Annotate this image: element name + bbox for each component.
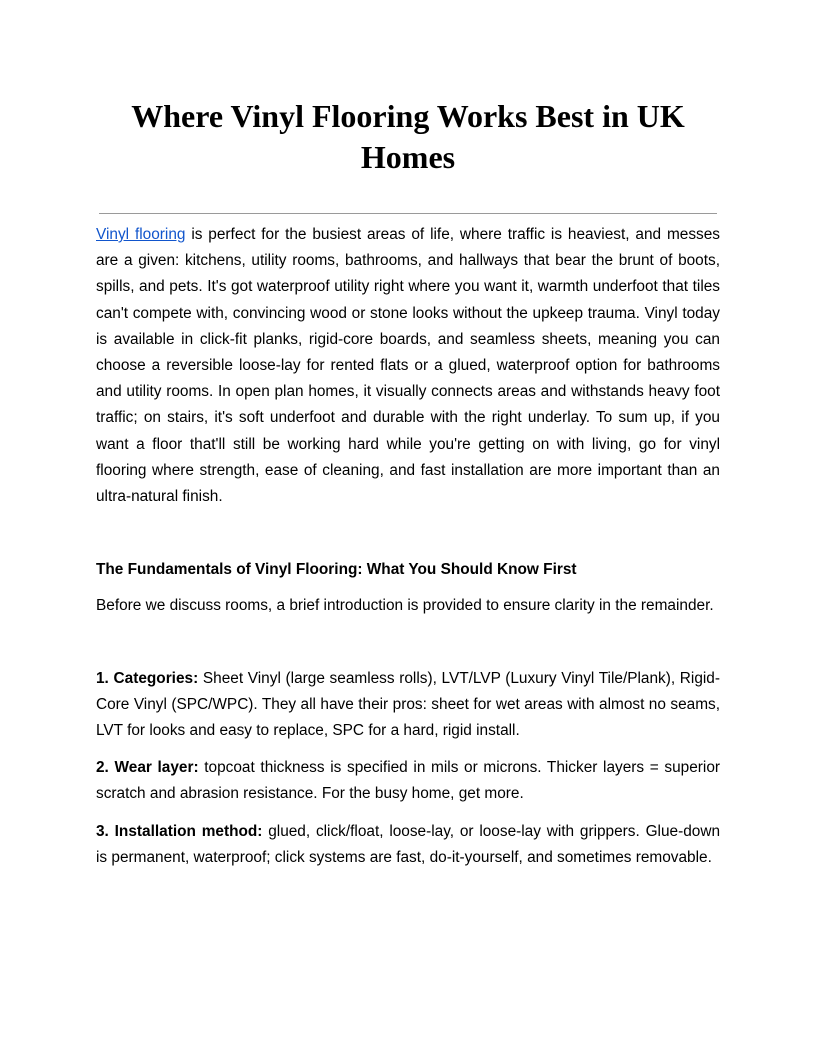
list-item-text: glued, click/float, loose-lay, or loose-lay with grippers. Glue-down is permanent, waterproof; click systems are fast, do-it-yourself, and sometimes removable. xyxy=(96,822,721,866)
list-item-number: 1. xyxy=(96,669,109,687)
list-item-number: 2. xyxy=(96,759,109,777)
list-item-label: Wear layer: xyxy=(114,759,199,777)
list-item-installation-method xyxy=(96,819,720,871)
list-item-categories xyxy=(96,666,720,745)
horizontal-divider xyxy=(99,213,717,214)
list-item-number: 3. xyxy=(96,822,109,840)
list-item-wear-layer xyxy=(96,755,720,807)
intro-text: is perfect for the busiest areas of life, where traffic is heaviest, and messes are a given: kitchens, utility rooms, bathrooms, and hallways that bear the brunt of boots, spills, and pets. It's got waterproof utility right where you want it, warmth underfoot that tiles can't compete with, convincing wood or stone looks without the upkeep trauma. Vinyl today is available in click-fit planks, rigid-core boards, and seamless sheets, meaning you can choose a reversible loose-lay for rented flats or a glued, waterproof option for bathrooms and utility rooms. In open plan homes, it visually connects areas and withstands heavy foot traffic; on stairs, it's soft underfoot and durable with the right underlay. To sum up, if you want a floor that'll still be working hard while you're getting on with living, go for vinyl flooring where strength, ease of cleaning, and fast installation are more important than an ultra-natural finish. xyxy=(96,226,720,506)
list-item-text: topcoat thickness is specified in mils or microns. Thicker layers = superior scratch and abrasion resistance. For the busy home, get more. xyxy=(96,759,721,803)
list-item-label: Categories: xyxy=(113,669,199,687)
vinyl-flooring-link[interactable]: Vinyl flooring xyxy=(96,226,186,243)
section-intro-paragraph: Before we discuss rooms, a brief introduction is provided to ensure clarity in the remainder. xyxy=(96,597,714,615)
page-title: Where Vinyl Flooring Works Best in UK Homes xyxy=(131,98,685,175)
intro-paragraph xyxy=(96,222,720,510)
list-item-label: Installation method: xyxy=(114,822,263,840)
section-heading: The Fundamentals of Vinyl Flooring: What You Should Know First xyxy=(96,561,577,579)
document-body xyxy=(96,222,720,871)
list-item-text: Sheet Vinyl (large seamless rolls), LVT/LVP (Luxury Vinyl Tile/Plank), Rigid-Core Vinyl (SPC/WPC). They all have their pros: sheet for wet areas with almost no seams, LVT for looks and easy to replace, SPC for a hard, rigid install. xyxy=(96,669,720,740)
